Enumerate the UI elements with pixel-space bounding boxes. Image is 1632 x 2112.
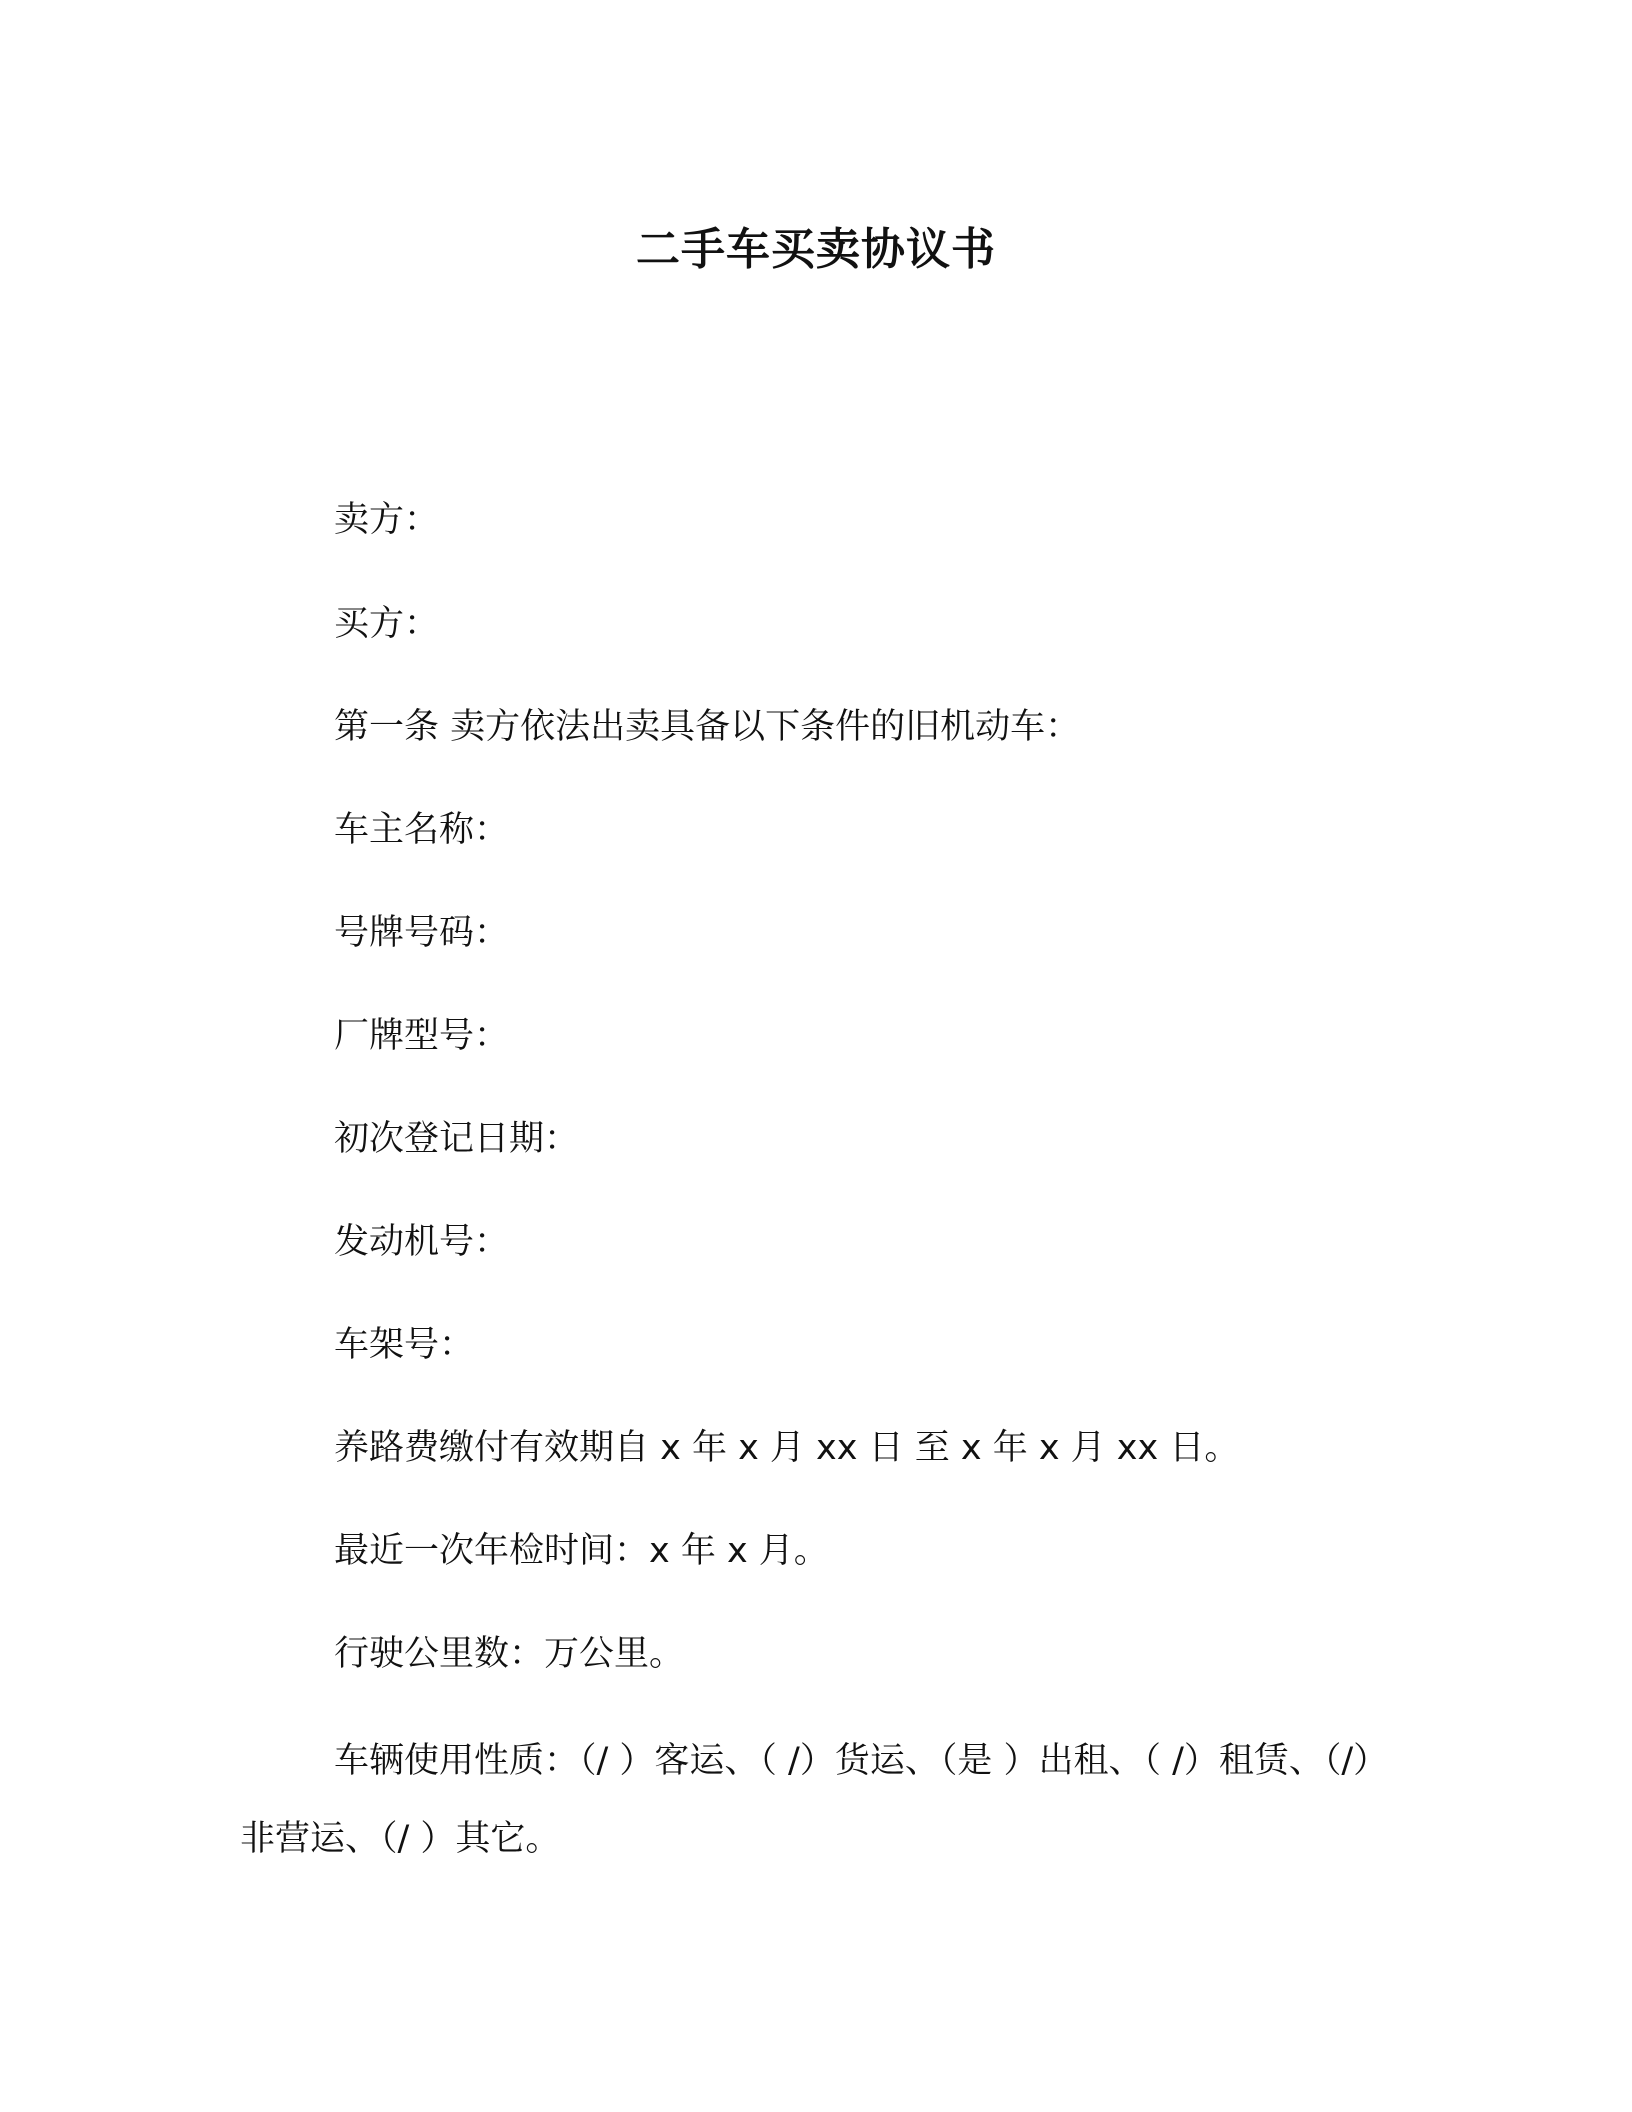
article-one-heading: 第一条 卖方依法出卖具备以下条件的旧机动车： [334,707,1081,747]
mileage-field: 行驶公里数：万公里。 [334,1634,685,1674]
document-title: 二手车买卖协议书 [636,224,996,275]
road-fee-validity-field: 养路费缴付有效期自 x 年 x 月 xx 日 至 x 年 x 月 xx 日。 [334,1428,1240,1468]
first-registration-date-field: 初次登记日期： [334,1119,580,1159]
seller-field: 卖方： [334,500,440,540]
vehicle-usage-paragraph: 车辆使用性质：（/ ）客运、（ /）货运、（是 ）出租、（ /）租赁、（/）非营运、（/ ）其它。 [240,1741,1371,1859]
engine-number-field: 发动机号： [334,1222,510,1262]
owner-name-field: 车主名称： [334,810,510,850]
plate-number-field: 号牌号码： [334,913,510,953]
buyer-field: 买方： [334,604,440,644]
make-model-field: 厂牌型号： [334,1016,510,1056]
last-inspection-field: 最近一次年检时间：x 年 x 月。 [334,1531,829,1571]
vin-field: 车架号： [334,1325,475,1365]
